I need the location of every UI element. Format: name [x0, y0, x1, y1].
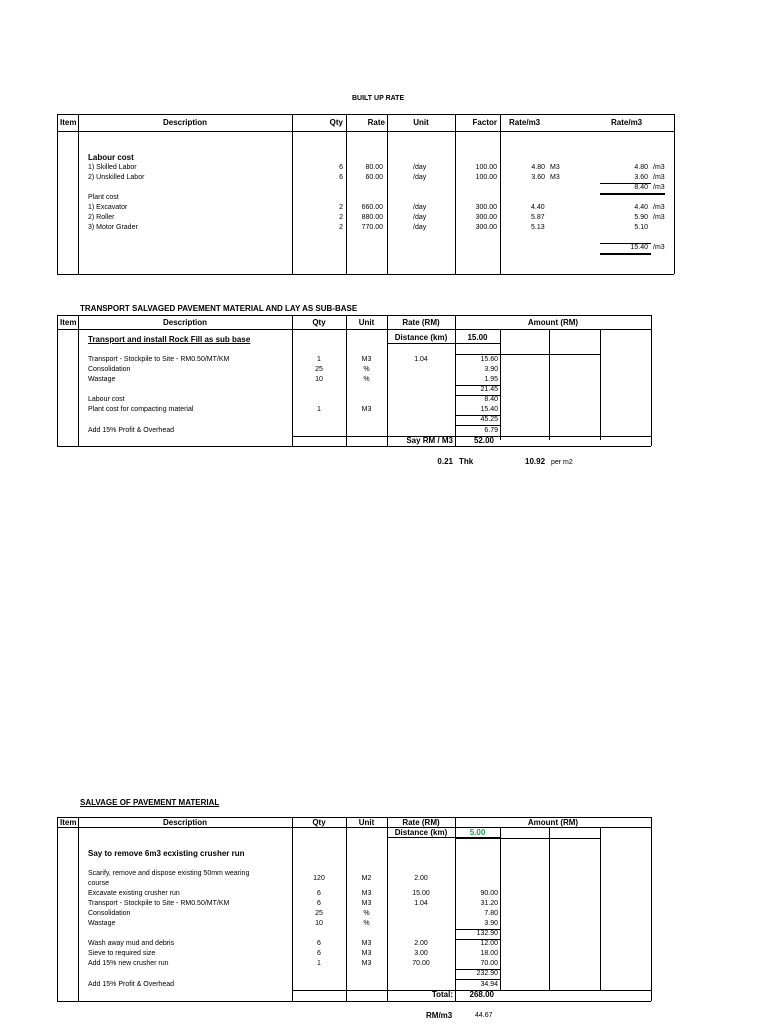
t3-header-rate: Rate (RM): [402, 818, 440, 827]
header-description: Description: [162, 118, 207, 127]
t3-header-unit: Unit: [358, 818, 375, 827]
t2-header-qty: Qty: [312, 318, 326, 327]
thk-value: 0.21: [437, 457, 453, 466]
t3-header-qty: Qty: [312, 818, 326, 827]
t2-header-rate: Rate (RM): [402, 318, 440, 327]
thk-label: Thk: [459, 457, 474, 466]
per-m2-label: per m2: [551, 459, 573, 466]
t3-distance-label: Distance (km): [394, 828, 448, 837]
header-rate-m3: Rate/m3: [509, 118, 541, 127]
t3-subtotal2: 232.90: [476, 970, 498, 977]
header-rate-m3-2: Rate/m3: [611, 118, 643, 127]
t2-header-description: Description: [162, 318, 207, 327]
t2-distance-label: Distance (km): [394, 333, 448, 342]
t3-distance-value[interactable]: 5.00: [469, 828, 486, 837]
t3-header-description: Description: [162, 818, 207, 827]
header-unit: Unit: [413, 118, 429, 127]
t2-header-item: Item: [60, 318, 77, 327]
t3-header-amount: Amount (RM): [527, 818, 579, 827]
t3-total-value: 268.00: [469, 990, 494, 999]
t2-header-unit: Unit: [358, 318, 375, 327]
plant-total: 15.40: [630, 244, 648, 251]
labour-total: 8.40: [634, 184, 648, 191]
header-qty: Qty: [329, 118, 343, 127]
t3-total-label: Total:: [431, 990, 453, 999]
rm3-label: RM/m3: [426, 1011, 453, 1020]
header-item: Item: [60, 118, 77, 127]
t2-subheading: Transport and install Rock Fill as sub base: [88, 335, 251, 344]
header-factor: Factor: [472, 118, 497, 127]
built-up-rate-title: BUILT UP RATE: [352, 95, 405, 102]
header-rate: Rate: [367, 118, 385, 127]
t3-header-item: Item: [60, 818, 77, 827]
rm3-value: 44.67: [475, 1012, 493, 1019]
t2-say-label: Say RM / M3: [406, 436, 453, 445]
t2-subtotal2: 45.25: [480, 416, 498, 423]
t2-say-value: 52.00: [473, 436, 494, 445]
labour-cost-heading: Labour cost: [88, 153, 134, 162]
per-m2-value: 10.92: [525, 457, 546, 466]
salvage-title: SALVAGE OF PAVEMENT MATERIAL: [80, 798, 220, 807]
plant-cost-heading: Plant cost: [88, 194, 119, 201]
t3-subheading: Say to remove 6m3 ecxisting crusher run: [88, 849, 245, 858]
t2-distance-value[interactable]: 15.00: [467, 333, 488, 342]
transport-title: TRANSPORT SALVAGED PAVEMENT MATERIAL AND LAY AS SUB-BASE: [80, 304, 358, 313]
t2-header-amount: Amount (RM): [527, 318, 579, 327]
t2-subtotal1: 21.45: [480, 386, 498, 393]
t3-subtotal1: 132.90: [476, 930, 498, 937]
